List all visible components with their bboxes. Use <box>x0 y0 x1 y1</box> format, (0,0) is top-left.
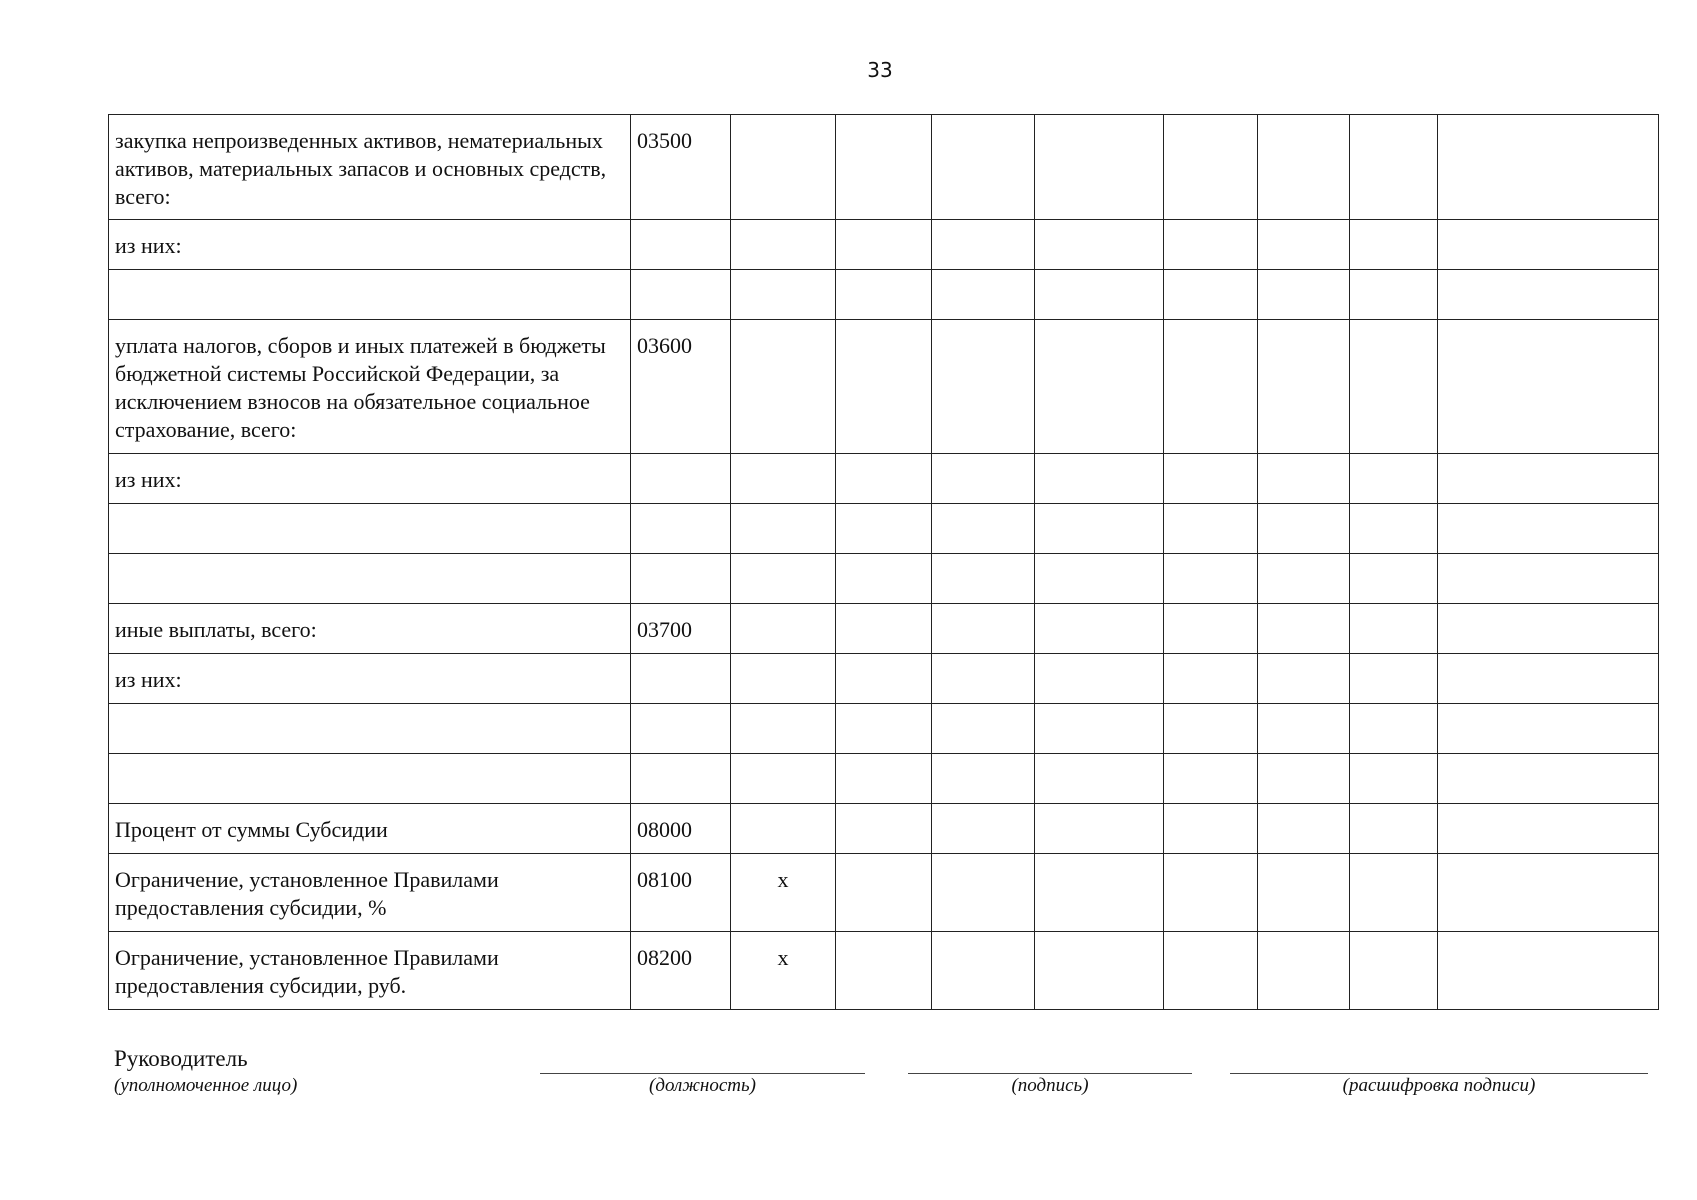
value-cell[interactable] <box>932 704 1035 754</box>
value-cell[interactable] <box>1258 504 1350 554</box>
table-row <box>109 220 1659 270</box>
value-cell[interactable] <box>932 554 1035 604</box>
table-row <box>109 604 1659 654</box>
value-cell[interactable] <box>1258 932 1350 1010</box>
value-cell[interactable] <box>1438 270 1659 320</box>
value-cell[interactable] <box>1438 604 1659 654</box>
table-row <box>109 932 1659 1010</box>
value-cell[interactable] <box>1035 554 1164 604</box>
value-cell[interactable] <box>1164 554 1258 604</box>
value-cell[interactable] <box>1350 270 1438 320</box>
row-label <box>109 504 631 554</box>
signature-caption: (подпись) <box>1011 1075 1089 1096</box>
value-cell[interactable] <box>1350 554 1438 604</box>
row-mark <box>731 654 836 704</box>
row-label <box>109 270 631 320</box>
value-cell[interactable] <box>1035 115 1164 220</box>
value-cell[interactable] <box>932 270 1035 320</box>
value-cell[interactable] <box>836 270 932 320</box>
row-code <box>631 220 731 270</box>
value-cell[interactable] <box>1438 932 1659 1010</box>
row-code: 08200 <box>631 932 731 1010</box>
row-code <box>631 654 731 704</box>
row-code <box>631 270 731 320</box>
value-cell[interactable] <box>1258 320 1350 454</box>
value-cell[interactable] <box>1164 115 1258 220</box>
row-code: 03600 <box>631 320 731 454</box>
value-cell[interactable] <box>1258 754 1350 804</box>
value-cell[interactable] <box>836 554 932 604</box>
value-cell[interactable] <box>1350 115 1438 220</box>
value-cell[interactable] <box>1350 754 1438 804</box>
row-label: Ограничение, установленное Правилами предоставления субсидии, % <box>109 854 631 932</box>
value-cell[interactable] <box>932 220 1035 270</box>
value-cell[interactable] <box>1258 554 1350 604</box>
value-cell[interactable] <box>1438 654 1659 704</box>
value-cell[interactable] <box>836 220 932 270</box>
row-mark <box>731 504 836 554</box>
value-cell[interactable] <box>1258 220 1350 270</box>
value-cell[interactable] <box>1438 220 1659 270</box>
row-code: 08000 <box>631 804 731 854</box>
report-table <box>108 114 1659 1010</box>
value-cell[interactable] <box>836 804 932 854</box>
value-cell[interactable] <box>836 454 932 504</box>
table-row <box>109 320 1659 454</box>
value-cell[interactable] <box>1035 704 1164 754</box>
value-cell[interactable] <box>1258 270 1350 320</box>
value-cell[interactable] <box>1438 804 1659 854</box>
value-cell[interactable] <box>1350 932 1438 1010</box>
position-line[interactable] <box>540 1073 865 1074</box>
value-cell[interactable] <box>1350 604 1438 654</box>
value-cell[interactable] <box>1164 932 1258 1010</box>
value-cell[interactable] <box>1258 604 1350 654</box>
value-cell[interactable] <box>836 654 932 704</box>
table-row <box>109 504 1659 554</box>
row-mark <box>731 115 836 220</box>
value-cell[interactable] <box>1164 454 1258 504</box>
table-row <box>109 704 1659 754</box>
row-code: 03500 <box>631 115 731 220</box>
value-cell[interactable] <box>1258 804 1350 854</box>
value-cell[interactable] <box>932 932 1035 1010</box>
row-code: 03700 <box>631 604 731 654</box>
value-cell[interactable] <box>932 754 1035 804</box>
row-mark <box>731 454 836 504</box>
value-cell[interactable] <box>1164 804 1258 854</box>
row-label: из них: <box>109 220 631 270</box>
value-cell[interactable] <box>1164 270 1258 320</box>
value-cell[interactable] <box>932 854 1035 932</box>
value-cell[interactable] <box>932 454 1035 504</box>
row-label <box>109 554 631 604</box>
value-cell[interactable] <box>1438 504 1659 554</box>
value-cell[interactable] <box>1035 270 1164 320</box>
value-cell[interactable] <box>932 115 1035 220</box>
row-label: уплата налогов, сборов и иных платежей в бюджеты бюджетной системы Российской Федерации, за исключением взносов на обязательное социальное страхование, всего: <box>109 320 631 454</box>
table-row <box>109 454 1659 504</box>
table-row <box>109 754 1659 804</box>
row-code <box>631 704 731 754</box>
value-cell[interactable] <box>1350 220 1438 270</box>
value-cell[interactable] <box>1035 504 1164 554</box>
value-cell[interactable] <box>1035 654 1164 704</box>
value-cell[interactable] <box>1035 854 1164 932</box>
signature-line[interactable] <box>908 1073 1192 1074</box>
row-mark <box>731 804 836 854</box>
row-mark <box>731 220 836 270</box>
value-cell[interactable] <box>1035 754 1164 804</box>
value-cell[interactable] <box>1035 804 1164 854</box>
value-cell[interactable] <box>836 320 932 454</box>
signature-title: Руководитель <box>114 1046 248 1071</box>
signature-subtitle: (уполномоченное лицо) <box>114 1075 298 1096</box>
row-code <box>631 754 731 804</box>
page-number: 33 <box>867 58 893 82</box>
value-cell[interactable] <box>932 604 1035 654</box>
value-cell[interactable] <box>1350 704 1438 754</box>
row-mark: x <box>731 932 836 1010</box>
decoding-caption: (расшифровка подписи) <box>1342 1075 1536 1096</box>
value-cell[interactable] <box>932 504 1035 554</box>
row-mark <box>731 604 836 654</box>
table-body <box>109 115 1659 1010</box>
value-cell[interactable] <box>1258 115 1350 220</box>
table-row <box>109 115 1659 220</box>
value-cell[interactable] <box>1035 320 1164 454</box>
value-cell[interactable] <box>1035 932 1164 1010</box>
value-cell[interactable] <box>836 504 932 554</box>
value-cell[interactable] <box>1035 454 1164 504</box>
row-mark <box>731 754 836 804</box>
value-cell[interactable] <box>836 115 932 220</box>
value-cell[interactable] <box>1350 654 1438 704</box>
table-row <box>109 270 1659 320</box>
value-cell[interactable] <box>1258 454 1350 504</box>
row-label: из них: <box>109 454 631 504</box>
value-cell[interactable] <box>1350 454 1438 504</box>
value-cell[interactable] <box>1438 854 1659 932</box>
row-code <box>631 554 731 604</box>
value-cell[interactable] <box>1350 854 1438 932</box>
row-mark: x <box>731 854 836 932</box>
value-cell[interactable] <box>932 804 1035 854</box>
value-cell[interactable] <box>836 932 932 1010</box>
row-code <box>631 504 731 554</box>
row-label <box>109 754 631 804</box>
value-cell[interactable] <box>1164 504 1258 554</box>
value-cell[interactable] <box>1164 754 1258 804</box>
value-cell[interactable] <box>1438 754 1659 804</box>
row-label: иные выплаты, всего: <box>109 604 631 654</box>
value-cell[interactable] <box>1258 704 1350 754</box>
row-mark <box>731 554 836 604</box>
row-label: Процент от суммы Субсидии <box>109 804 631 854</box>
row-code: 08100 <box>631 854 731 932</box>
row-label: Ограничение, установленное Правилами предоставления субсидии, руб. <box>109 932 631 1010</box>
row-label: закупка непроизведенных активов, нематериальных активов, материальных запасов и основных средств, всего: <box>109 115 631 220</box>
position-caption: (должность) <box>649 1075 756 1096</box>
value-cell[interactable] <box>1035 604 1164 654</box>
value-cell[interactable] <box>1350 504 1438 554</box>
value-cell[interactable] <box>1258 654 1350 704</box>
value-cell[interactable] <box>1350 804 1438 854</box>
row-code <box>631 454 731 504</box>
value-cell[interactable] <box>1164 854 1258 932</box>
table-row <box>109 554 1659 604</box>
value-cell[interactable] <box>836 754 932 804</box>
value-cell[interactable] <box>1164 220 1258 270</box>
row-mark <box>731 704 836 754</box>
value-cell[interactable] <box>1164 320 1258 454</box>
value-cell[interactable] <box>1438 115 1659 220</box>
row-label <box>109 704 631 754</box>
value-cell[interactable] <box>1438 454 1659 504</box>
value-cell[interactable] <box>1350 320 1438 454</box>
decoding-line[interactable] <box>1230 1073 1648 1074</box>
table-row <box>109 804 1659 854</box>
table-row <box>109 654 1659 704</box>
value-cell[interactable] <box>1164 654 1258 704</box>
value-cell[interactable] <box>1035 220 1164 270</box>
value-cell[interactable] <box>1438 554 1659 604</box>
table-row <box>109 854 1659 932</box>
value-cell[interactable] <box>836 604 932 654</box>
value-cell[interactable] <box>932 654 1035 704</box>
value-cell[interactable] <box>1164 704 1258 754</box>
value-cell[interactable] <box>1258 854 1350 932</box>
value-cell[interactable] <box>1438 704 1659 754</box>
value-cell[interactable] <box>932 320 1035 454</box>
value-cell[interactable] <box>1438 320 1659 454</box>
row-mark <box>731 320 836 454</box>
row-label: из них: <box>109 654 631 704</box>
row-mark <box>731 270 836 320</box>
value-cell[interactable] <box>836 704 932 754</box>
value-cell[interactable] <box>1164 604 1258 654</box>
value-cell[interactable] <box>836 854 932 932</box>
